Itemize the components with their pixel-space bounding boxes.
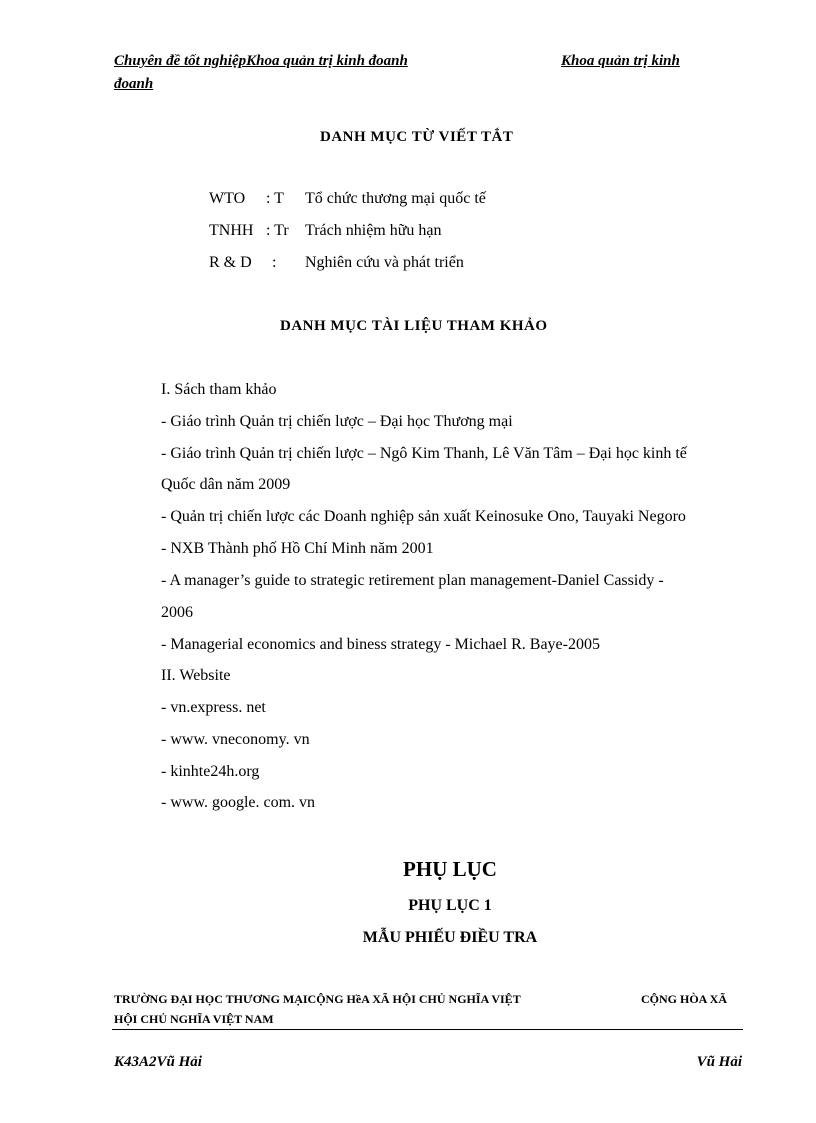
- reference-line: - kinhte24h.org: [161, 763, 260, 780]
- appendix-subtitle: PHỤ LỤC 1: [408, 897, 492, 914]
- abbr-meaning: Nghiên cứu và phát triển: [305, 254, 464, 271]
- reference-line: - Managerial economics and biness strategy - Michael R. Baye-2005: [161, 636, 600, 653]
- abbr-meaning: Tổ chức thương mại quốc tế: [305, 190, 486, 207]
- reference-line: - Giáo trình Quản trị chiến lược – Đại học Thương mại: [161, 413, 513, 430]
- footer-left: K43A2Vũ Hải: [114, 1054, 202, 1070]
- reference-line: - Quản trị chiến lược các Doanh nghiệp sản xuất Keinosuke Ono, Tauyaki Negoro: [161, 508, 686, 525]
- header-line2: đoanh: [114, 76, 154, 92]
- footer-divider: [112, 1029, 743, 1030]
- abbr-code: WTO: [209, 190, 246, 207]
- header-line1-right: Khoa quản trị kinh: [561, 53, 680, 69]
- abbr-code: TNHH: [209, 222, 254, 239]
- reference-line: - Giáo trình Quản trị chiến lược – Ngô Kim Thanh, Lê Văn Tâm – Đại học kinh tế: [161, 445, 687, 462]
- reference-line: 2006: [161, 604, 193, 621]
- reference-line: I. Sách tham khảo: [161, 381, 277, 398]
- survey-form-title: MẪU PHIẾU ĐIỀU TRA: [362, 929, 538, 946]
- reference-line: - www. vneconomy. vn: [161, 731, 310, 748]
- abbr-sep: :: [272, 254, 277, 271]
- header-line1-left: Chuyên đề tốt nghiệpKhoa quản trị kinh đoanh: [114, 53, 408, 69]
- abbr-code: R & D: [209, 254, 252, 271]
- form-header-line1-right: CỘNG HÒA XÃ: [641, 992, 728, 1006]
- abbreviations-title: DANH MỤC TỪ VIẾT TẮT: [320, 129, 514, 145]
- reference-line: II. Website: [161, 667, 231, 684]
- reference-line: - NXB Thành phố Hồ Chí Minh năm 2001: [161, 540, 434, 557]
- abbr-meaning: Trách nhiệm hữu hạn: [305, 222, 442, 239]
- footer-right: Vũ Hải: [696, 1054, 742, 1070]
- abbr-sep: : T: [266, 190, 284, 207]
- form-header-line2: HỘI CHỦ NGHĨA VIỆT NAM: [114, 1012, 274, 1026]
- form-header-line1-left: TRƯỜNG ĐẠI HỌC THƯƠNG MẠICỘNG HềA XÃ HỘI CHỦ NGHĨA VIỆT: [114, 992, 521, 1006]
- reference-line: - www. google. com. vn: [161, 794, 316, 811]
- abbr-sep: : Tr: [266, 222, 289, 239]
- references-title: DANH MỤC TÀI LIỆU THAM KHẢO: [280, 318, 548, 334]
- appendix-title: PHỤ LỤC: [403, 857, 497, 881]
- reference-line: Quốc dân năm 2009: [161, 476, 291, 493]
- reference-line: - A manager’s guide to strategic retirement plan management-Daniel Cassidy -: [161, 572, 664, 589]
- reference-line: - vn.express. net: [161, 699, 266, 716]
